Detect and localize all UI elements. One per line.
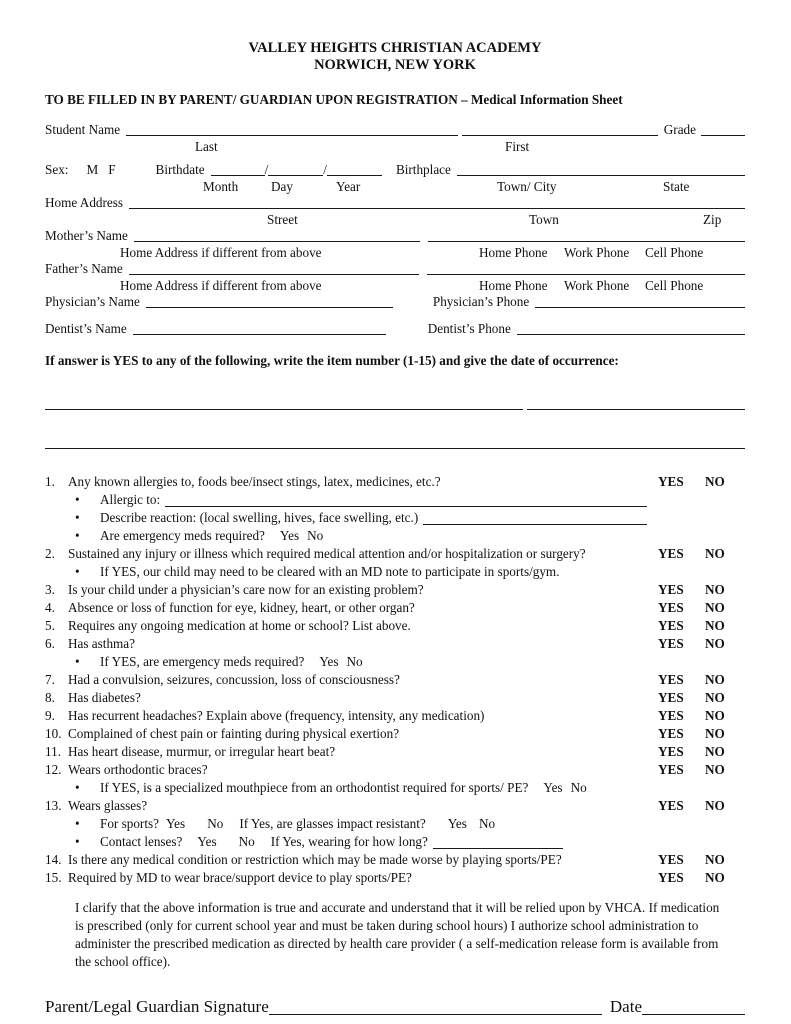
occurrence-line-1a[interactable] — [45, 397, 523, 410]
date-label: Date — [609, 997, 642, 1016]
question-text: Required by MD to wear brace/support device to play sports/PE? — [68, 870, 412, 885]
question-row-6 — [45, 635, 745, 653]
no-option[interactable]: NO — [705, 708, 725, 723]
asthma-meds-row — [45, 653, 745, 671]
father-contact-line[interactable] — [427, 262, 745, 275]
signature-label: Parent/Legal Guardian Signature — [45, 997, 269, 1016]
question-text: Is there any medical condition or restriction which may be made worse by playing sports/PE? — [68, 852, 562, 867]
dentist-name-line[interactable] — [133, 322, 386, 335]
yes-option[interactable]: YES — [658, 798, 684, 813]
describe-reaction-line[interactable] — [423, 512, 647, 525]
no-option[interactable]: No — [346, 654, 363, 669]
student-name-sublabels — [45, 138, 745, 155]
home-address-row — [45, 195, 745, 211]
md-note-row — [45, 563, 745, 581]
date-slash-2: / — [323, 162, 327, 177]
question-row-13 — [45, 797, 745, 815]
no-option[interactable]: NO — [705, 852, 725, 867]
signature-row — [45, 997, 745, 1017]
asthma-meds-label: If YES, are emergency meds required? — [100, 654, 305, 669]
date-slash-1: / — [264, 162, 269, 177]
physicians-phone-label: Physician’s Phone — [432, 294, 530, 309]
question-number: 12. — [45, 762, 62, 777]
dentists-name-label: Dentist’s Name — [45, 321, 127, 336]
question-text: Any known allergies to, foods bee/insect stings, latex, medicines, etc.? — [68, 474, 441, 489]
occurrence-line-2[interactable] — [45, 436, 745, 449]
no-option[interactable]: No — [307, 528, 324, 543]
no-option[interactable]: NO — [705, 600, 725, 615]
home-address-sublabels — [45, 211, 745, 228]
physician-phone-line[interactable] — [535, 295, 745, 308]
question-row-7 — [45, 671, 745, 689]
describe-reaction-label: Describe reaction: (local swelling, hives, face swelling, etc.) — [100, 510, 419, 525]
yes-option[interactable]: YES — [658, 582, 684, 597]
no-option[interactable]: NO — [705, 636, 725, 651]
yes-option[interactable]: Yes — [447, 816, 467, 831]
no-option[interactable]: NO — [705, 672, 725, 687]
student-name-label: Student Name — [45, 122, 121, 137]
school-location: NORWICH, NEW YORK — [314, 57, 476, 73]
contact-lenses-label: Contact lenses? — [100, 834, 183, 849]
father-cell-phone-label: Cell Phone — [645, 278, 704, 293]
yes-option[interactable]: YES — [658, 744, 684, 759]
yes-option[interactable]: YES — [658, 474, 684, 489]
how-long-label: If Yes, wearing for how long? — [270, 834, 428, 849]
question-row-12 — [45, 761, 745, 779]
question-text: Wears glasses? — [68, 798, 148, 813]
form-instruction: TO BE FILLED IN BY PARENT/ GUARDIAN UPON REGISTRATION – Medical Information Sheet — [45, 92, 623, 107]
yes-option[interactable]: YES — [658, 708, 684, 723]
father-home-phone-label: Home Phone — [479, 278, 548, 293]
question-row-1 — [45, 473, 745, 491]
question-text: Wears orthodontic braces? — [68, 762, 208, 777]
birthdate-sublabels — [45, 178, 745, 195]
question-text: Complained of chest pain or fainting during physical exertion? — [68, 726, 400, 741]
question-text: Has recurrent headaches? Explain above (frequency, intensity, any medication) — [68, 708, 485, 723]
student-name-row — [45, 122, 745, 138]
grade-label: Grade — [663, 122, 696, 137]
allergic-to-label: Allergic to: — [100, 492, 161, 507]
father-name-row — [45, 261, 745, 277]
home-address-line[interactable] — [129, 196, 745, 209]
question-row-5 — [45, 617, 745, 635]
dentist-row — [45, 321, 745, 337]
grade-line[interactable] — [701, 123, 745, 136]
bullet-icon: • — [75, 780, 80, 795]
question-text: Has heart disease, murmur, or irregular heart beat? — [68, 744, 336, 759]
yes-option[interactable]: Yes — [279, 528, 300, 543]
yes-option[interactable]: YES — [658, 546, 684, 561]
yes-option[interactable]: YES — [658, 618, 684, 633]
yes-option[interactable]: YES — [658, 870, 684, 885]
birthdate-label: Birthdate — [155, 162, 205, 177]
mother-contact-line[interactable] — [428, 229, 745, 242]
question-row-11 — [45, 743, 745, 761]
no-option[interactable]: NO — [705, 618, 725, 633]
mouthpiece-row — [45, 779, 745, 797]
birthdate-day-line[interactable] — [268, 163, 323, 176]
sex-label: Sex: — [45, 162, 69, 177]
question-number: 14. — [45, 852, 62, 867]
dentists-phone-label: Dentist’s Phone — [427, 321, 511, 336]
question-number: 9. — [45, 708, 55, 723]
yes-option[interactable]: Yes — [543, 780, 563, 795]
bullet-icon: • — [75, 564, 80, 579]
bullet-icon: • — [75, 528, 80, 543]
physician-name-line[interactable] — [146, 295, 393, 308]
no-option[interactable]: No — [238, 834, 255, 849]
mother-home-address-diff-label: Home Address if different from above — [120, 245, 322, 260]
father-sublabels — [45, 277, 745, 294]
mother-name-row — [45, 228, 745, 244]
question-row-3 — [45, 581, 745, 599]
no-option[interactable]: NO — [705, 798, 725, 813]
zip-label: Zip — [703, 212, 722, 227]
school-name: VALLEY HEIGHTS CHRISTIAN ACADEMY — [248, 40, 542, 56]
dentist-phone-line[interactable] — [517, 322, 745, 335]
question-number: 8. — [45, 690, 55, 705]
month-label: Month — [203, 179, 239, 194]
question-number: 13. — [45, 798, 62, 813]
no-option[interactable]: No — [478, 816, 496, 831]
student-name-first-line[interactable] — [462, 123, 658, 136]
contact-lenses-row — [45, 833, 745, 851]
street-label: Street — [267, 212, 298, 227]
question-number: 3. — [45, 582, 55, 597]
bullet-icon: • — [75, 834, 80, 849]
question-text: Is your child under a physician’s care now for an existing problem? — [68, 582, 424, 597]
question-text: Has diabetes? — [68, 690, 141, 705]
md-note-label: If YES, our child may need to be cleared with an MD note to participate in sports/gym. — [100, 564, 560, 579]
sex-option-male[interactable]: M — [86, 162, 99, 177]
question-row-4 — [45, 599, 745, 617]
yes-option[interactable]: Yes — [197, 834, 217, 849]
bullet-icon: • — [75, 492, 80, 507]
question-number: 11. — [45, 744, 61, 759]
mouthpiece-label: If YES, is a specialized mouthpiece from an orthodontist required for sports/ PE? — [100, 780, 529, 795]
emergency-meds-label: Are emergency meds required? — [100, 528, 265, 543]
occurrence-line-row-2 — [45, 436, 745, 451]
for-sports-row — [45, 815, 745, 833]
yes-option[interactable]: Yes — [165, 816, 186, 831]
last-label: Last — [195, 139, 218, 154]
fathers-name-label: Father’s Name — [45, 261, 123, 276]
yes-option[interactable]: Yes — [319, 654, 339, 669]
occurrence-line-row-1 — [45, 397, 745, 412]
allergic-to-line[interactable] — [165, 494, 647, 507]
question-number: 10. — [45, 726, 62, 741]
yes-option[interactable]: YES — [658, 600, 684, 615]
mother-home-phone-label: Home Phone — [479, 245, 548, 260]
yes-option[interactable]: YES — [658, 762, 684, 777]
question-number: 1. — [45, 474, 55, 489]
physician-row — [45, 294, 745, 310]
date-line[interactable] — [642, 999, 745, 1015]
question-text: Has asthma? — [68, 636, 136, 651]
question-row-8 — [45, 689, 745, 707]
bullet-icon: • — [75, 654, 80, 669]
occurrence-line-1b[interactable] — [527, 397, 745, 410]
mother-cell-phone-label: Cell Phone — [645, 245, 704, 260]
no-option[interactable]: No — [207, 816, 224, 831]
father-work-phone-label: Work Phone — [564, 278, 630, 293]
day-label: Day — [271, 179, 293, 194]
yes-list-header: If answer is YES to any of the following, write the item number (1-15) and give the date of occurrence: — [45, 353, 619, 368]
town-label: Town — [529, 212, 559, 227]
question-list — [45, 473, 745, 887]
no-option[interactable]: NO — [705, 546, 725, 561]
no-option[interactable]: NO — [705, 582, 725, 597]
mother-sublabels — [45, 244, 745, 261]
first-label: First — [505, 139, 530, 154]
sex-birthdate-row — [45, 162, 745, 178]
question-number: 6. — [45, 636, 55, 651]
physicians-name-label: Physician’s Name — [45, 294, 140, 309]
question-text: Requires any ongoing medication at home or school? List above. — [68, 618, 411, 633]
mother-work-phone-label: Work Phone — [564, 245, 630, 260]
home-address-label: Home Address — [45, 195, 124, 210]
year-label: Year — [336, 179, 361, 194]
state-label: State — [663, 179, 690, 194]
no-option[interactable]: No — [570, 780, 587, 795]
yes-option[interactable]: YES — [658, 852, 684, 867]
no-option[interactable]: NO — [705, 870, 725, 885]
birthplace-label: Birthplace — [395, 162, 451, 177]
student-name-last-line[interactable] — [126, 123, 458, 136]
question-row-14 — [45, 851, 745, 869]
no-option[interactable]: NO — [705, 726, 725, 741]
signature-line[interactable] — [269, 999, 602, 1015]
father-home-address-diff-label: Home Address if different from above — [120, 278, 322, 293]
allergic-to-row — [45, 491, 745, 509]
question-number: 2. — [45, 546, 55, 561]
no-option[interactable]: NO — [705, 690, 725, 705]
birthplace-line[interactable] — [457, 163, 745, 176]
question-row-2 — [45, 545, 745, 563]
father-name-line[interactable] — [129, 262, 419, 275]
town-city-label: Town/ City — [497, 179, 557, 194]
yes-option[interactable]: YES — [658, 672, 684, 687]
question-number: 4. — [45, 600, 55, 615]
mothers-name-label: Mother’s Name — [45, 228, 128, 243]
no-option[interactable]: NO — [705, 474, 725, 489]
yes-option[interactable]: YES — [658, 726, 684, 741]
question-text: Absence or loss of function for eye, kidney, heart, or other organ? — [68, 600, 415, 615]
no-option[interactable]: NO — [705, 762, 725, 777]
certification-statement: I clarify that the above information is true and accurate and understand that it will be relied upon by VHCA. If medication is prescribed (only for current school year and must be taken during school hours) I authorize school administration to administer the prescribed medication as directed by health care provider ( a self-medication release form is available from the school office). — [75, 900, 720, 969]
question-text: Sustained any injury or illness which required medical attention and/or hospitalization or surgery? — [68, 546, 586, 561]
question-number: 5. — [45, 618, 55, 633]
bullet-icon: • — [75, 510, 80, 525]
question-row-9 — [45, 707, 745, 725]
question-row-15 — [45, 869, 745, 887]
no-option[interactable]: NO — [705, 744, 725, 759]
for-sports-label: For sports? — [100, 816, 159, 831]
sex-option-female[interactable]: F — [108, 162, 116, 177]
emergency-meds-row — [45, 527, 745, 545]
birthdate-month-line[interactable] — [211, 163, 265, 176]
question-text: Had a convulsion, seizures, concussion, loss of consciousness? — [68, 672, 400, 687]
question-row-10 — [45, 725, 745, 743]
mother-name-line[interactable] — [134, 229, 420, 242]
describe-reaction-row — [45, 509, 745, 527]
yes-option[interactable]: YES — [658, 690, 684, 705]
impact-resistant-label: If Yes, are glasses impact resistant? — [239, 816, 426, 831]
birthdate-year-line[interactable] — [327, 163, 382, 176]
question-number: 15. — [45, 870, 62, 885]
contact-how-long-line[interactable] — [433, 836, 563, 849]
question-number: 7. — [45, 672, 55, 687]
yes-option[interactable]: YES — [658, 636, 684, 651]
bullet-icon: • — [75, 816, 80, 831]
